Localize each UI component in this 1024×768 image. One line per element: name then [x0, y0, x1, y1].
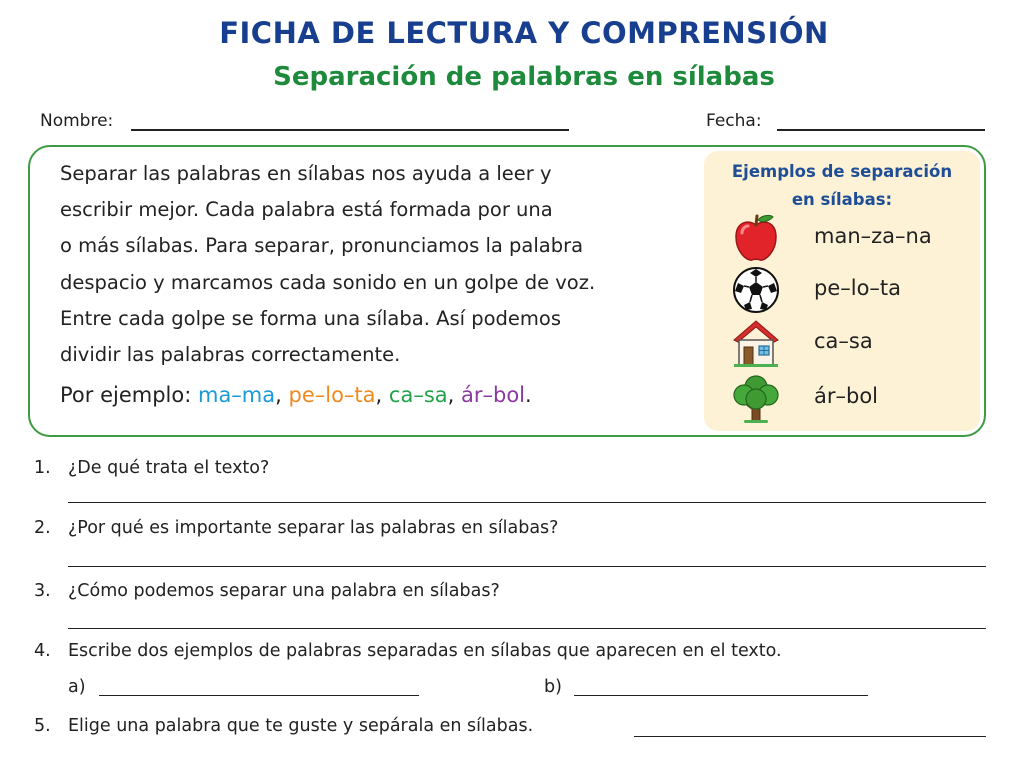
example-word: ca–sa [814, 329, 873, 353]
example-word-colored: ár–bol [461, 383, 526, 407]
answer-b-label: b) [544, 677, 562, 697]
examples-title-line: Ejemplos de separación [731, 162, 953, 181]
question-number: 2. [34, 518, 51, 538]
passage-line: o más sílabas. Para separar, pronunciamos la palabra [60, 234, 584, 258]
passage-line: despacio y marcamos cada sonido en un golpe de voz. [60, 270, 596, 294]
examples-panel-title [716, 158, 968, 214]
answer-line-3[interactable] [68, 628, 986, 629]
question-text: ¿Cómo podemos separar una palabra en sílabas? [68, 581, 500, 601]
passage-line: escribir mejor. Cada palabra está formada por una [60, 198, 553, 222]
passage-line: dividir las palabras correctamente. [60, 343, 401, 367]
soccer-ball-icon [730, 265, 782, 315]
question-number: 1. [34, 458, 51, 478]
fecha-line[interactable] [777, 129, 985, 131]
example-sentence [60, 383, 532, 407]
question-4 [34, 641, 782, 661]
example-item-casa [730, 318, 970, 368]
question-text: ¿Por qué es importante separar las palabras en sílabas? [68, 518, 559, 538]
answer-a-label: a) [68, 677, 86, 697]
nombre-label: Nombre: [40, 111, 114, 131]
answer-a-line[interactable] [99, 695, 419, 696]
reading-passage [60, 156, 700, 373]
example-words: ma–ma, pe–lo–ta, ca–sa, ár–bol [197, 383, 526, 407]
answer-b-line[interactable] [574, 695, 868, 696]
example-word: pe–lo–ta [814, 276, 902, 300]
answer-line-2[interactable] [68, 566, 986, 567]
answer-line-5[interactable] [634, 736, 986, 737]
example-word: ár–bol [814, 384, 879, 408]
examples-title-line: en sílabas: [791, 190, 893, 209]
house-icon [730, 318, 782, 368]
fecha-label: Fecha: [706, 111, 762, 131]
example-item-pelota [730, 265, 970, 315]
question-2 [34, 518, 558, 538]
question-text: Elige una palabra que te guste y sepárala en sílabas. [68, 716, 534, 736]
question-1 [34, 458, 269, 478]
question-number: 3. [34, 581, 51, 601]
example-word-colored: ma–ma [197, 383, 276, 407]
question-text: ¿De qué trata el texto? [68, 458, 270, 478]
worksheet-title: FICHA DE LECTURA Y COMPRENSIÓN [219, 16, 829, 50]
question-3 [34, 581, 500, 601]
answer-line-1[interactable] [68, 502, 986, 503]
question-number: 5. [34, 716, 51, 736]
question-5 [34, 716, 533, 736]
example-word-colored: ca–sa [388, 383, 448, 407]
apple-icon [730, 213, 782, 263]
worksheet-subtitle: Separación de palabras en sílabas [273, 62, 775, 92]
passage-line: Entre cada golpe se forma una sílaba. Así podemos [60, 306, 561, 330]
example-end: . [525, 383, 532, 407]
example-word-colored: pe–lo–ta [288, 383, 376, 407]
question-number: 4. [34, 641, 51, 661]
tree-icon [730, 373, 782, 423]
example-intro: Por ejemplo: [60, 383, 192, 407]
example-word: man–za–na [814, 224, 932, 248]
question-text: Escribe dos ejemplos de palabras separadas en sílabas que aparecen en el texto. [68, 641, 782, 661]
nombre-line[interactable] [131, 129, 569, 131]
example-item-arbol [730, 373, 970, 423]
example-item-manzana [730, 213, 970, 263]
passage-line: Separar las palabras en sílabas nos ayuda a leer y [60, 162, 552, 185]
